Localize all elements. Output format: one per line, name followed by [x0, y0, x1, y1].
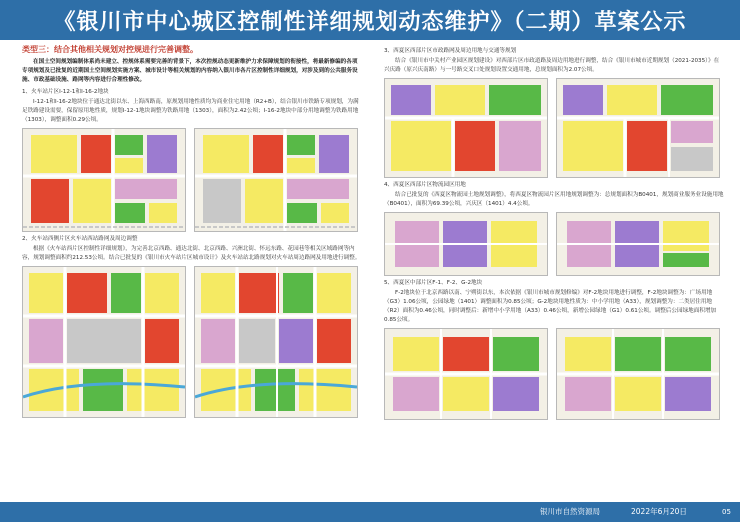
item1-map-after — [194, 128, 358, 232]
item5-map-before — [384, 328, 548, 420]
page-number: 05 — [722, 508, 731, 516]
item1-text: I-12-1和I-16-2地块位于通达北街以东、上海西路南，原规划用地性质均为商业住宅用地（R2+B），结合银川市铁路专项规划，为满足铁路建设需要，保留原用地性质，规划I-12-1地块调整为铁路用地（1303），面积为2.42公顷；I-16-2地块中部分用地调整为铁路用地（1303），调整面积0.29公顷。 — [22, 99, 359, 123]
item2-maps — [22, 266, 362, 418]
footer-agency: 银川市自然资源局 — [540, 507, 600, 516]
section-heading: 类型三：结合其他相关规划对控规进行完善调整。 — [22, 45, 198, 54]
item3-text: 结合《银川市中关村产业园区规划建设》对西部片区市政道路及周边用地进行调整，结合《银川市城市近期规划（2021-2035）》在兴庆路（原兴庆南路）与一号路交叉口处规划设置交通用地，总规划面积为2.07公顷。 — [384, 58, 720, 73]
page-title: 《银川市中心城区控制性详细规划动态维护》（二期）草案公示 — [53, 9, 687, 35]
item5-map-after — [556, 328, 720, 420]
item1-maps — [22, 128, 362, 232]
item5-title: 5、西夏区中部片区F-1、F-2、G-2地块 — [384, 280, 483, 286]
page-footer — [0, 502, 740, 522]
item3-title: 3、西夏区西部片区市政路网及周边用地与交通等规划 — [384, 48, 517, 54]
item3-map-after — [556, 78, 720, 178]
item2-map-before — [22, 266, 186, 418]
item4-text: 结合已批复的《西夏区物流园土地规划调整》，将西夏区物流园片区用地规划调整为：总规划面积为B0401，规划商业服务业设施用地（B0401），面积为69.39公顷，兴庆区（1401）4.4公顷。 — [384, 192, 724, 207]
item4-map-before — [384, 212, 548, 276]
item1-map-before — [22, 128, 186, 232]
page-banner — [0, 0, 740, 40]
item3-map-before — [384, 78, 548, 178]
item2-title: 2、火车站西侧片区火车站西站路网及周边调整 — [22, 236, 138, 242]
right-column — [384, 44, 724, 423]
item3-maps — [384, 78, 724, 178]
item5-maps — [384, 328, 724, 420]
item1-title: 1、火车站片区I-12-1和I-16-2地块 — [22, 89, 109, 95]
left-column — [22, 44, 362, 421]
item4-map-after — [556, 212, 720, 276]
item4-title: 4、西夏区西部片区物流园区用地 — [384, 182, 466, 188]
item5-text: F-2地块位于北京西路以南、宁朔街以东，本次依据《银川市城市规划修编》对F-2地块用地进行调整，F-2地块调整为：广场用地（G3）1.06公顷，公园绿地（1401）调整面积为0.85公顷；G-2地块用地性质为：中小学用地（A33），规划调整为：二类居住用地（R2）面积为0.46公顷，同时调整后：新增中小学用地（A33）0.46公顷，新增公园绿地（G1）0.61公顷。调整后公园绿地面积增加0.85公顷。 — [384, 290, 717, 323]
item2-map-after — [194, 266, 358, 418]
item4-maps — [384, 212, 724, 276]
intro-paragraph: 在国土空间规划编制体系尚未建立、控规体系需要完善的背景下，本次控规动态更新维护力求保障规划的衔接性，将最新修编的各项专项规划及已批复的近期国土空间规划实施方案、城市设计等相关规划的内容纳入银川市各片区控制性详细规划，对涉及到的公共服务设施、市政基础设施、路网等内容进行合理性修改。 — [22, 59, 358, 83]
footer-date: 2022年6月20日 — [631, 507, 687, 516]
item2-text: 根据《火车站西片区控制性详细规划》，为完善北京西路、通达北街、北京西路、兴洲北街、怀远东路、花园巷等相关区域路网等内容，规划调整面积约212.53公顷。结合已批复的《银川市火车站片区城市设计》及火车站站北路规划对火车站周边路网及用地进行调整。 — [22, 246, 361, 261]
